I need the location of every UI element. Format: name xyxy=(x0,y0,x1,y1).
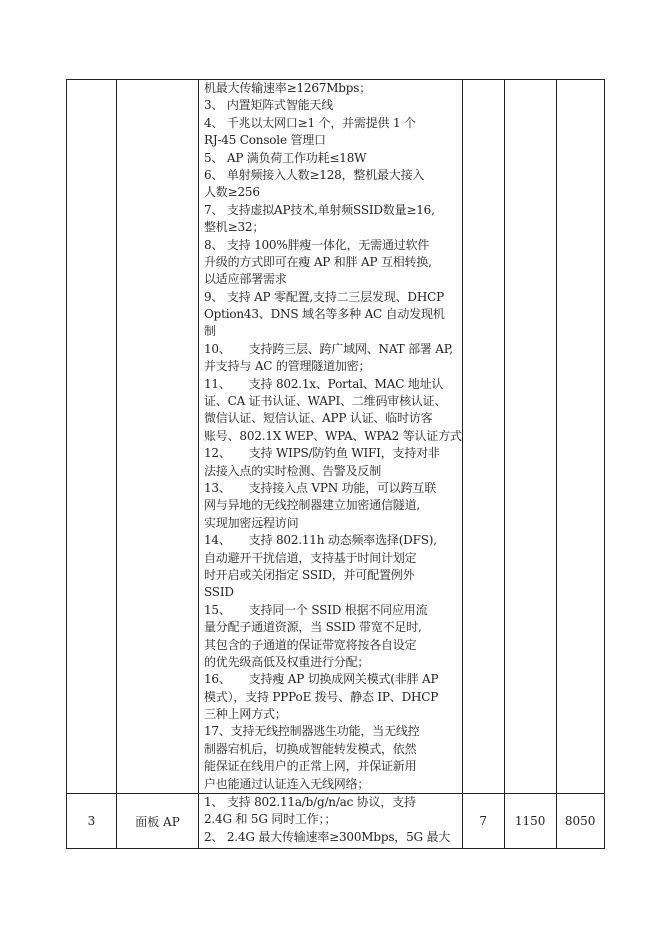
spec-line: 17、支持无线控制器逃生功能，当无线控 xyxy=(204,724,420,739)
spec-line: 其包含的子通道的保证带宽将按各自设定 xyxy=(204,637,417,652)
spec-line: 自动避开干扰信道，支持基于时间计划定 xyxy=(204,550,417,565)
item-number-cell xyxy=(67,80,117,794)
spec-line: 三种上网方式； xyxy=(204,707,287,722)
spec-line: 制器宕机后，切换成智能转发模式，依然 xyxy=(204,741,417,756)
spec-line: 微信认证、短信认证、APP 认证、临时访客 xyxy=(204,411,433,426)
item-number-cell: 3 xyxy=(67,794,117,849)
spec-line: 账号、802.1X WEP、WPA、WPA2 等认证方式 xyxy=(204,428,462,443)
spec-line: 3、 内置矩阵式智能天线 xyxy=(204,98,334,113)
spec-cell xyxy=(199,80,463,794)
total-price-cell: 8050 xyxy=(556,794,604,849)
total-price-cell xyxy=(556,80,604,794)
spec-line: 机最大传输速率≥1267Mbps； xyxy=(204,81,372,95)
item-name-cell: 面板 AP xyxy=(117,794,199,849)
item-name-cell xyxy=(117,80,199,794)
spec-line: 制 xyxy=(204,324,216,339)
spec-cell xyxy=(199,794,463,849)
spec-line: 并支持与 AC 的管理隧道加密； xyxy=(204,359,371,374)
spec-line: 4、 千兆以太网口≥1 个，并需提供 1 个 xyxy=(204,115,416,130)
spec-line: 8、 支持 100%胖瘦一体化，无需通过软件 xyxy=(204,237,430,252)
spec-line: 14、 支持 802.11h 动态频率选择(DFS), xyxy=(204,533,437,548)
spec-line: 16、 支持瘦 AP 切换成网关模式(非胖 AP xyxy=(204,672,439,687)
spec-line: 6、 单射频接入人数≥128，整机最大接入 xyxy=(204,167,425,182)
spec-line: 证、CA 证书认证、WAPI、二维码审核认证、 xyxy=(204,394,447,409)
quantity-cell: 7 xyxy=(462,794,504,849)
table-row xyxy=(67,794,605,849)
spec-line: 户也能通过认证连入无线网络； xyxy=(204,776,370,791)
spec-line: 时开启或关闭指定 SSID，并可配置例外 xyxy=(204,567,415,582)
spec-line: 网与异地的无线控制器建立加密通信隧道, xyxy=(204,498,421,513)
spec-line: 12、 支持 WIPS/防钓鱼 WIFI，支持对非 xyxy=(204,446,440,461)
spec-line: 11、 支持 802.1x、Portal、MAC 地址认 xyxy=(204,376,444,391)
unit-price-cell: 1150 xyxy=(504,794,556,849)
spec-line: 10、 支持跨三层、跨广域网、NAT 部署 AP, xyxy=(204,341,453,356)
spec-line: 整机≥32； xyxy=(204,220,265,235)
spec-line: 9、 支持 AP 零配置,支持二三层发现、DHCP xyxy=(204,289,444,304)
unit-price-cell xyxy=(504,80,556,794)
spec-line: 模式），支持 PPPoE 拨号、静态 IP、DHCP xyxy=(204,689,439,704)
spec-line: 2、 2.4G 最大传输速率≥300Mbps，5G 最大 xyxy=(204,829,451,844)
spec-line: 人数≥256 xyxy=(204,185,260,200)
spec-line: 的优先级高低及权重进行分配； xyxy=(204,654,370,669)
spec-line: SSID xyxy=(204,585,234,600)
spec-line: 量分配子通道资源，当 SSID 带宽不足时, xyxy=(204,620,422,635)
spec-line: 能保证在线用户的正常上网，并保证新用 xyxy=(204,759,417,774)
spec-line: Option43、DNS 域名等多种 AC 自动发现机 xyxy=(204,307,445,322)
equipment-spec-table xyxy=(66,79,605,849)
spec-line: 15、 支持同一个 SSID 根据不同应用流 xyxy=(204,602,428,617)
spec-line: 5、 AP 满负荷工作功耗≤18W xyxy=(204,150,367,165)
spec-line: 7、 支持虚拟AP技术,单射频SSID数量≥16, xyxy=(204,202,435,217)
spec-line: 13、 支持接入点 VPN 功能，可以跨互联 xyxy=(204,480,437,495)
spec-line: 以适应部署需求 xyxy=(204,272,287,287)
spec-line: 2.4G 和 5G 同时工作；； xyxy=(204,812,337,827)
spec-line: 法接入点的实时检测、告警及反制 xyxy=(204,463,382,478)
spec-line: RJ-45 Console 管理口 xyxy=(204,133,326,148)
spec-line: 实现加密远程访问 xyxy=(204,515,299,530)
quantity-cell xyxy=(462,80,504,794)
spec-line: 升级的方式即可在瘦 AP 和胖 AP 互相转换, xyxy=(204,254,432,269)
table-row xyxy=(67,80,605,794)
spec-line: 1、 支持 802.11a/b/g/n/ac 协议，支持 xyxy=(204,795,416,810)
